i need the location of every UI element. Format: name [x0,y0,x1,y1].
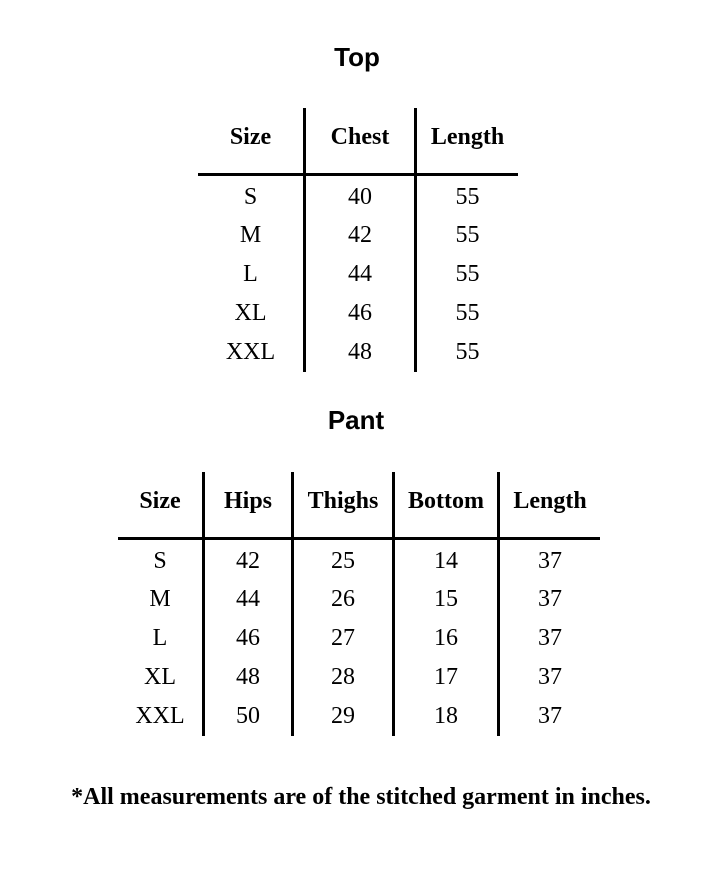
length-cell: 37 [499,658,601,697]
length-cell: 55 [416,294,519,333]
chest-cell: 48 [305,333,416,372]
chest-cell: 46 [305,294,416,333]
length-cell: 37 [499,697,601,736]
thighs-cell: 25 [293,539,394,581]
column-header-length: Length [499,472,601,539]
table-row [118,697,600,736]
hips-cell: 48 [204,658,293,697]
thighs-cell: 29 [293,697,394,736]
chest-cell: 42 [305,216,416,255]
pant-size-table [118,472,600,736]
table-row [118,619,600,658]
size-cell: L [243,261,258,287]
column-header-length: Length [416,108,519,175]
length-cell: 37 [499,539,601,581]
length-cell: 37 [499,619,601,658]
size-cell: XXL [225,339,276,365]
thighs-cell: 28 [293,658,394,697]
length-cell: 55 [416,255,519,294]
table-row [118,658,600,697]
hips-cell: 42 [204,539,293,581]
hips-cell: 44 [204,580,293,619]
size-cell: XL [234,300,267,326]
thighs-cell: 27 [293,619,394,658]
size-cell: M [239,222,262,248]
table-row [118,580,600,619]
column-header-thighs: Thighs [293,472,394,539]
bottom-cell: 17 [394,658,499,697]
size-cell: S [153,548,167,574]
table-header-row [118,472,600,539]
hips-cell: 50 [204,697,293,736]
column-header-bottom: Bottom [394,472,499,539]
table-row [198,333,518,372]
table-row [198,175,518,217]
measurement-footnote: *All measurements are of the stitched garment in inches. [71,784,651,810]
chest-cell: 40 [305,175,416,217]
size-cell: S [243,184,258,210]
length-cell: 55 [416,333,519,372]
top-table-title: Top [334,42,380,72]
hips-cell: 46 [204,619,293,658]
chest-cell: 44 [305,255,416,294]
bottom-cell: 15 [394,580,499,619]
table-row [198,255,518,294]
table-row [198,294,518,333]
top-size-table [198,108,518,372]
column-header-size: Size [229,124,272,150]
table-header-row [198,108,518,175]
pant-table-title: Pant [327,405,385,435]
size-cell: M [149,586,171,612]
length-cell: 55 [416,216,519,255]
column-header-size: Size [139,488,181,514]
size-cell: XXL [135,703,185,729]
table-row [118,539,600,581]
column-header-chest: Chest [305,108,416,175]
thighs-cell: 26 [293,580,394,619]
bottom-cell: 14 [394,539,499,581]
bottom-cell: 18 [394,697,499,736]
size-cell: XL [144,664,176,690]
table-row [198,216,518,255]
size-cell: L [152,625,168,651]
length-cell: 37 [499,580,601,619]
length-cell: 55 [416,175,519,217]
bottom-cell: 16 [394,619,499,658]
column-header-hips: Hips [204,472,293,539]
